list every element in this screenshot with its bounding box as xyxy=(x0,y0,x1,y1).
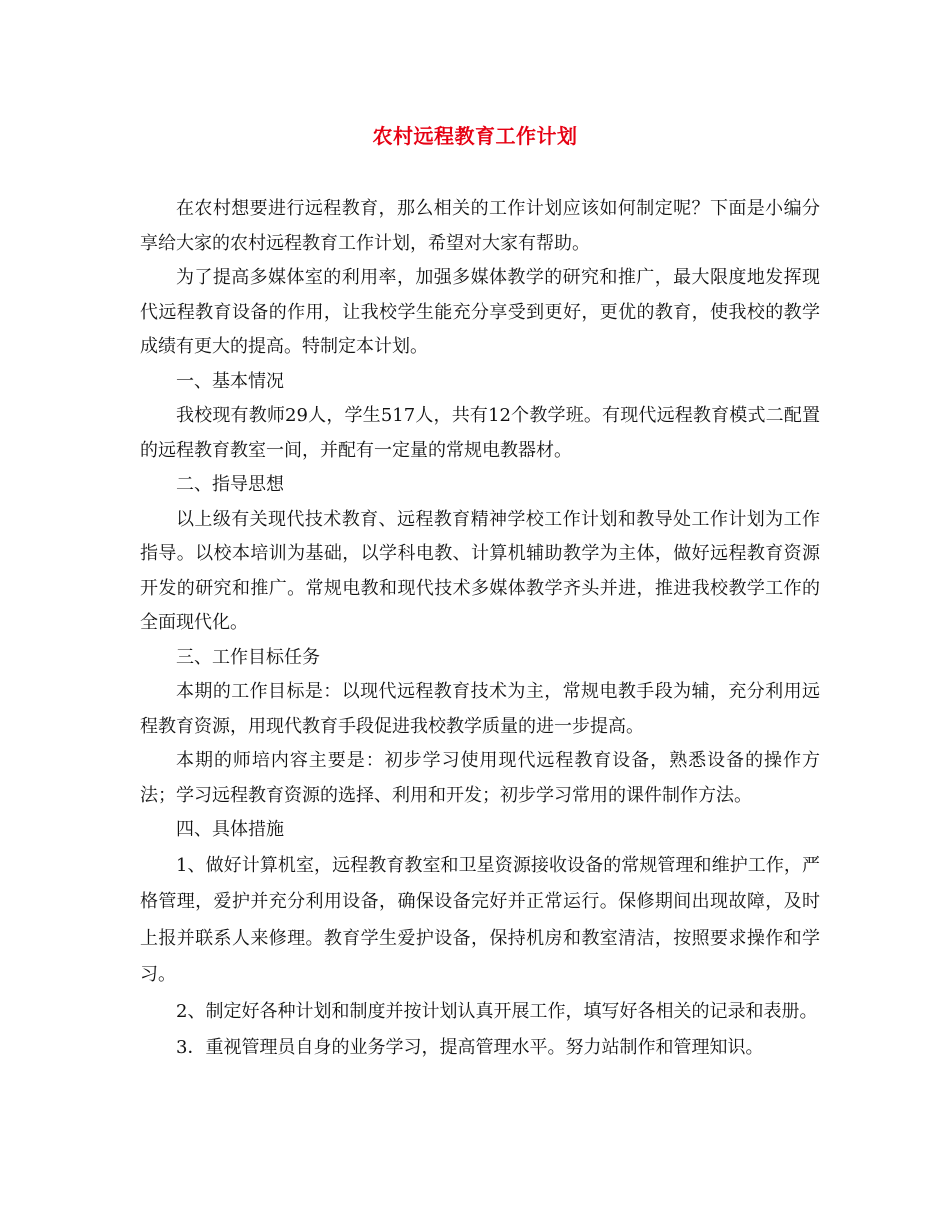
paragraph-purpose: 为了提高多媒体室的利用率，加强多媒体教学的研究和推广，最大限度地发挥现代远程教育设备的作用，让我校学生能充分享受到更好，更优的教育，使我校的教学成绩有更大的提高。特制定本计划。 xyxy=(140,267,820,357)
section-heading-goals: 三、工作目标任务 xyxy=(176,646,320,668)
paragraph-measure-3: 3．重视管理员自身的业务学习，提高管理水平。努力站制作和管理知识。 xyxy=(176,1037,764,1058)
paragraph-intro: 在农村想要进行远程教育，那么相关的工作计划应该如何制定呢？下面是小编分享给大家的农村远程教育工作计划，希望对大家有帮助。 xyxy=(140,198,820,254)
paragraph-basic-situation: 我校现有教师29人，学生517人，共有12个教学班。有现代远程教育模式二配置的远程教育教室一间，并配有一定量的常规电教器材。 xyxy=(140,405,820,461)
section-heading-guiding-thought: 二、指导思想 xyxy=(176,474,284,495)
section-heading-measures: 四、具体措施 xyxy=(176,819,284,840)
document-body xyxy=(140,192,820,1067)
paragraph-training-content: 本期的师培内容主要是：初步学习使用现代远程教育设备，熟悉设备的操作方法；学习远程教育资源的选择、利用和开发；初步学习常用的课件制作方法。 xyxy=(140,750,820,806)
paragraph-guiding-thought: 以上级有关现代技术教育、远程教育精神学校工作计划和教导处工作计划为工作指导。以校本培训为基础，以学科电教、计算机辅助教学为主体，做好远程教育资源开发的研究和推广。常规电教和现代技术多媒体教学齐头并进，推进我校教学工作的全面现代化。 xyxy=(140,508,820,633)
paragraph-work-goals: 本期的工作目标是：以现代远程教育技术为主，常规电教手段为辅，充分利用远程教育资源，用现代教育手段促进我校教学质量的进一步提高。 xyxy=(140,681,820,737)
paragraph-measure-1: 1、做好计算机室，远程教育教室和卫星资源接收设备的常规管理和维护工作，严格管理，爱护并充分利用设备，确保设备完好并正常运行。保修期间出现故障，及时上报并联系人来修理。教育学生爱护设备，保持机房和教室清洁，按照要求操作和学习。 xyxy=(140,854,820,985)
document-title: 农村远程教育工作计划 xyxy=(372,124,578,148)
paragraph-measure-2: 2、制定好各种计划和制度并按计划认真开展工作，填写好各相关的记录和表册。 xyxy=(176,1000,818,1022)
section-heading-basic-situation: 一、基本情况 xyxy=(176,370,284,392)
